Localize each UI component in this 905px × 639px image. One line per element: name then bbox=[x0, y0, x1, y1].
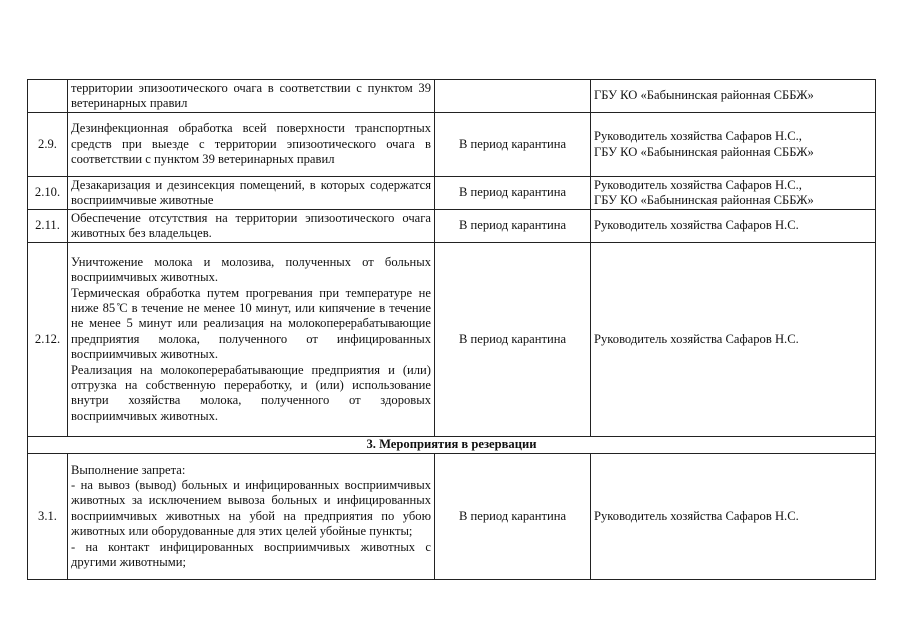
measure-responsible bbox=[591, 177, 876, 210]
measures-table bbox=[27, 79, 876, 580]
measure-responsible bbox=[591, 210, 876, 243]
table-row bbox=[28, 177, 876, 210]
description-paragraph: - на контакт инфицированных восприимчивых животных с другими животными; bbox=[71, 539, 431, 570]
measure-description bbox=[68, 80, 435, 113]
measure-responsible bbox=[591, 454, 876, 580]
responsible-line: Руководитель хозяйства Сафаров Н.С. bbox=[594, 331, 799, 346]
section-header-row bbox=[28, 437, 876, 454]
row-number: 2.10. bbox=[28, 177, 68, 210]
measure-period: В период карантина bbox=[435, 210, 591, 243]
description-paragraph: Дезакаризация и дезинсекция помещений, в которых содержатся восприимчивые животные bbox=[71, 177, 431, 207]
measure-period bbox=[435, 80, 591, 113]
description-paragraph: Уничтожение молока и молозива, полученных от больных восприимчивых животных. bbox=[71, 254, 431, 285]
table-row bbox=[28, 113, 876, 177]
responsible-line: Руководитель хозяйства Сафаров Н.С. bbox=[594, 508, 799, 523]
responsible-line: Руководитель хозяйства Сафаров Н.С., bbox=[594, 177, 802, 192]
responsible-line: Руководитель хозяйства Сафаров Н.С., bbox=[594, 129, 802, 144]
measure-responsible bbox=[591, 113, 876, 177]
row-number bbox=[28, 80, 68, 113]
responsible-line: ГБУ КО «Бабынинская районная СББЖ» bbox=[594, 144, 814, 159]
description-paragraph: Выполнение запрета: bbox=[71, 462, 186, 477]
table-row bbox=[28, 243, 876, 437]
measure-period: В период карантина bbox=[435, 177, 591, 210]
measure-responsible bbox=[591, 243, 876, 437]
description-paragraph: Реализация на молокоперерабатывающие предприятия и (или) отгрузка на собственную переработку, и (или) использование внутри хозяйства молока, полученного от здоровых восприимчивых животных. bbox=[71, 362, 431, 423]
table-row bbox=[28, 454, 876, 580]
table-row bbox=[28, 210, 876, 243]
description-paragraph: территории эпизоотического очага в соответствии с пунктом 39 ветеринарных правил bbox=[71, 80, 431, 110]
measure-description bbox=[68, 113, 435, 177]
measure-period: В период карантина bbox=[435, 113, 591, 177]
description-paragraph: - на вывоз (вывод) больных и инфицированных восприимчивых животных за исключением вывоза больных и инфицированных восприимчивых животных на убой на предприятия по убою животных или оборудованные для этих целей убойные пункты; bbox=[71, 477, 431, 539]
measure-responsible bbox=[591, 80, 876, 113]
responsible-line: ГБУ КО «Бабынинская районная СББЖ» bbox=[594, 193, 814, 207]
measure-description bbox=[68, 177, 435, 210]
row-number: 3.1. bbox=[28, 454, 68, 580]
table-row bbox=[28, 80, 876, 113]
section-title: 3. Мероприятия в резервации bbox=[28, 437, 876, 454]
row-number: 2.9. bbox=[28, 113, 68, 177]
measure-description bbox=[68, 243, 435, 437]
row-number: 2.11. bbox=[28, 210, 68, 243]
measure-period: В период карантина bbox=[435, 243, 591, 437]
measure-period: В период карантина bbox=[435, 454, 591, 580]
responsible-line: Руководитель хозяйства Сафаров Н.С. bbox=[594, 218, 799, 233]
description-paragraph: Дезинфекционная обработка всей поверхности транспортных средств при выезде с территории эпизоотического очага в соответствии с пунктом 39 ветеринарных правил bbox=[71, 121, 431, 167]
description-paragraph: Обеспечение отсутствия на территории эпизоотического очага животных без владельцев. bbox=[71, 210, 431, 240]
responsible-line: ГБУ КО «Бабынинская районная СББЖ» bbox=[594, 88, 814, 103]
measure-description bbox=[68, 210, 435, 243]
row-number: 2.12. bbox=[28, 243, 68, 437]
description-paragraph: Термическая обработка путем прогревания при температуре не ниже 85 ̊С в течение не менее 10 минут, или кипячение в течение не менее 5 минут или реализация на молокоперерабатывающие предприятия молока, полученного от инфицированных восприимчивых животных. bbox=[71, 285, 431, 362]
measure-description bbox=[68, 454, 435, 580]
